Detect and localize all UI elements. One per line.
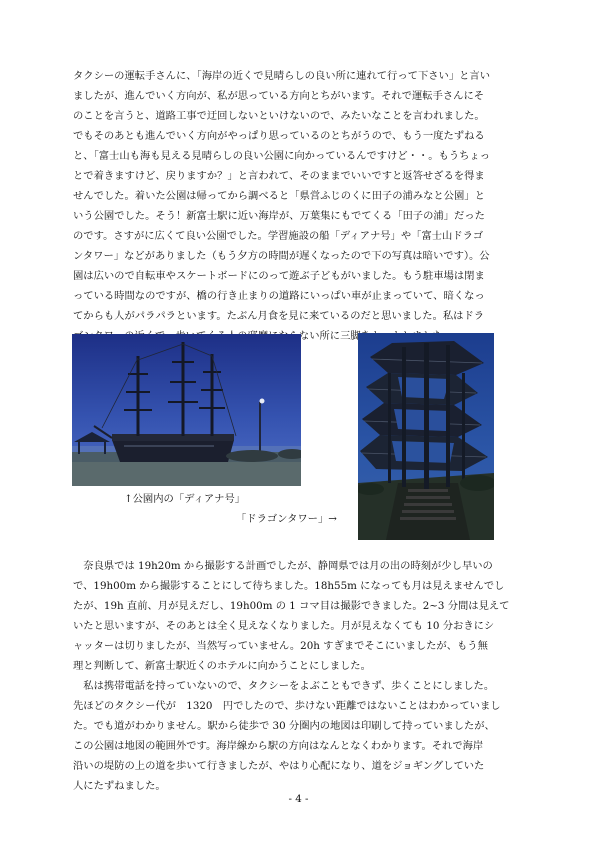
body-paragraph-2: [73, 556, 525, 796]
text-line: のです。さすがに広くて良い公園でした。学習施設の船「ディアナ号」や「富士山ドラゴ: [73, 230, 484, 242]
body-paragraph-1: [73, 66, 525, 346]
tower-photo: [358, 333, 494, 540]
text-line: てからも人がパラパラといます。たぶん月食を見に来ているのだと思いました。私はドラ: [73, 310, 485, 322]
text-line: ましたが、進んでいく方向が、私が思っている方向とちがいます。それで運転手さんにそ: [73, 90, 485, 102]
text-line: 人にたずねました。: [73, 780, 166, 792]
text-line: と、「富士山も海も見える見晴らしの良い公園に向かっているんですけど・・。もうちょっ: [73, 150, 491, 162]
text-line: た。でも道がわかりません。駅から徒歩で 30 分圏内の地図は印刷して持っていましたが、: [73, 720, 495, 732]
text-line: でもそのあとも進んでいく方向がやっぱり思っているのとちがうので、もう一度たずねる: [73, 130, 485, 142]
text-line: 先ほどのタクシー代が 1320 円でしたので、歩けない距離ではないことはわかっていまし: [73, 700, 501, 712]
ship-photo-caption: ↑公園内の「ディアナ号」: [124, 493, 246, 505]
text-line: で、19h00m から撮影することにして待ちました。18h55m になっても月は見えませんでし: [73, 580, 505, 592]
text-line: タクシーの運転手さんに、「海岸の近くで見晴らしの良い所に連れて行って下さい」と言い: [73, 70, 491, 82]
text-line: ンタワー」などがありました（もう夕方の時間が遅くなったので下の写真は暗いです）。公: [73, 250, 490, 262]
ship-photo-image: [72, 334, 301, 486]
text-line: とで着きますけど、戻りますか？」と言われて、そのままでいいですと返答せざるを得ま: [73, 170, 485, 182]
text-line: たが、19h 直前、月が見えだし、19h00m の 1 コマ目は撮影できました。2~3 分間は見えて: [73, 600, 510, 612]
text-line: 沿いの堤防の上の道を歩いて行きましたが、やはり心配になり、道をジョギングしていた: [73, 760, 485, 772]
text-line: 園は広いので自転車やスケートボードにのって遊ぶ子どもがいました。もう駐車場は閉ま: [73, 270, 485, 282]
text-line: いう公園でした。そう！新富士駅に近い海岸が、万葉集にもでてくる「田子の浦」だった: [73, 210, 485, 222]
text-line: ャッターは切りましたが、当然写っていません。20h すぎまでそこにいましたが、もう無: [73, 640, 488, 652]
text-line: いたと思いますが、そのあとは全く見えなくなりました。月が見えなくても 10 分おきにシ: [73, 620, 495, 632]
text-line: この公園は地図の範囲外です。海岸線から駅の方向はなんとなくわかります。それで海岸: [73, 740, 484, 752]
text-line: 奈良県では 19h20m から撮影する計画でしたが、静岡県では月の出の時刻が少し早いの: [73, 560, 493, 572]
text-line: のことを言うと、道路工事で迂回しないといけないので、みたいなことを言われました。: [73, 110, 485, 122]
ship-photo: [72, 334, 301, 486]
text-line: 理と判断して、新富士駅近くのホテルに向かうことにしました。: [73, 660, 371, 672]
page-number: - 4 -: [288, 793, 309, 805]
text-line: せんでした。着いた公園は帰ってから調べると「県営ふじのくに田子の浦みなと公園」と: [73, 190, 485, 202]
tower-photo-caption: 「ドラゴンタワー」→: [236, 513, 337, 525]
text-line: っている時間なのですが、橋の行き止まりの道路にいっぱい車が止まっていて、暗くなっ: [73, 290, 485, 302]
text-line: 私は携帯電話を持っていないので、タクシーをよぶこともできず、歩くことにしました。: [73, 680, 495, 692]
tower-photo-image: [358, 333, 494, 540]
